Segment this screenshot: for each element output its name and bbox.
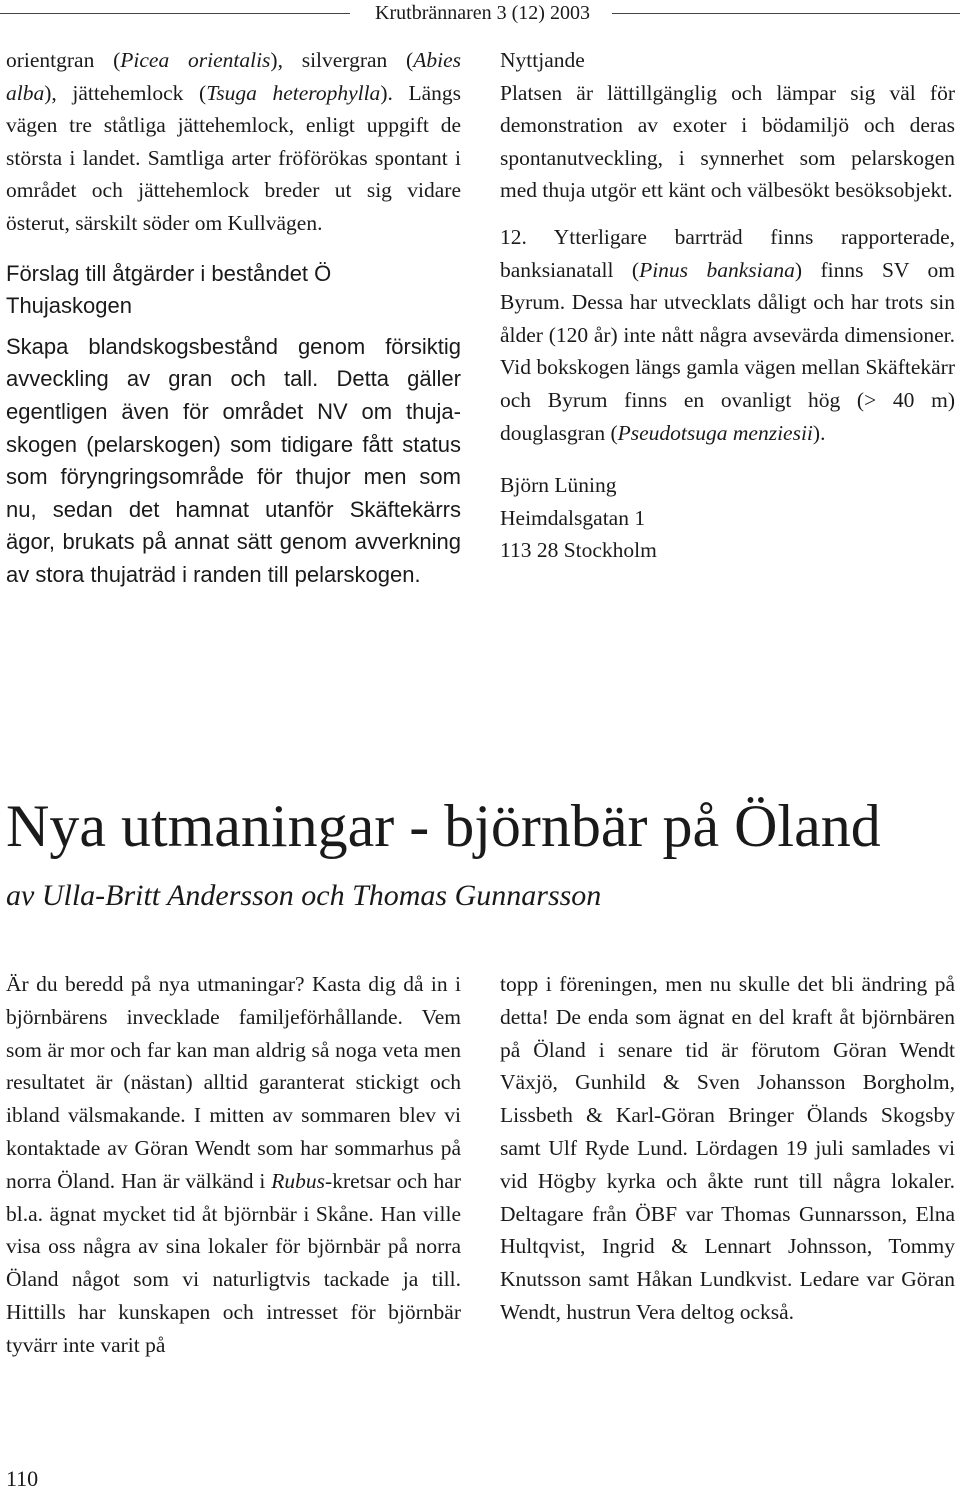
species-paragraph: orientgran (Picea orientalis), silvergran (Abies alba), jättehemlock (Tsuga heterophylla). Längs vägen tre ståtliga jättehemlock, enligt uppgift de största i landet. Samtliga arter fröförökas spontant i området och jättehemlock breder ut sig vidare österut, särskilt söder om Kullvägen. (6, 48, 462, 235)
item-12-paragraph: 12. Ytterligare barrträd finns rapporterade, banksianatall (Pinus banksiana) finns SV om Byrum. Dessa har utvecklats dåligt och har trots sin ålder (120 år) inte nått några avsevärda dimensioner. Vid bokskogen längs gamla vägen mellan Skäftekärr och Byrum finns en ovanligt hög (> 40 m) douglasgran (Pseudotsuga menziesii). (500, 224, 956, 445)
header-rule-left (0, 13, 350, 14)
author-city: 113 28 Stockholm (500, 538, 657, 563)
article-paragraph-left: Är du beredd på nya utmaningar? Kasta dig då in i björnbärens invecklade familjeförhållande. Vem som är mor och far kan man aldrig så noga veta men resultatet är (nästan) alltid garanterat stickigt och ibland välsmakande. I mitten av sommaren blev vi kontaktade av Göran Wendt som har sommarhus på norra Öland. Han är välkänd i Rubus-kretsar och har bl.a. ägnat mycket tid åt björnbär i Skåne. Han ville visa oss några av sina lokaler för björnbär på norra Öland något som vi naturligtvis tackade ja till. Hittills har kunskapen och intresset för björnbär tyvärr inte varit på (6, 972, 461, 1357)
article-paragraph-right: topp i föreningen, men nu skulle det bli ändring på detta! De enda som ägnat en del kraft åt björnbären på Öland i senare tid är förutom Göran Wendt Växjö, Gunhild & Sven Johansson Borgholm, Lissbeth & Karl-Göran Bringer Ölands Skogsby samt Ulf Ryde Lund. Lördagen 19 juli samlades vi vid Högby kyrka och åkte runt till några lokaler. Deltagare från ÖBF var Thomas Gunnarsson, Elna Hultqvist, Ingrid & Lennart Johnsson, Tommy Knutsson samt Håkan Lundkvist. Ledare var Göran Wendt, hustrun Vera deltog också. (500, 972, 955, 1324)
usage-paragraph: Platsen är lättillgänglig och lämpar sig väl för demonstration av exoter i bödamiljö och deras spontanutveckling, i synnerhet som pelarskogen med thuja utgör ett känt och välbesökt besöksobjekt. (500, 80, 955, 203)
section-heading-measures: Förslag till åtgärder i beståndet Ö Thujaskogen (6, 260, 332, 319)
author-name: Björn Lüning (500, 473, 617, 498)
left-column-top (6, 44, 461, 592)
article-title: Nya utmaningar - björnbär på Öland (6, 793, 881, 859)
running-header (0, 0, 960, 30)
journal-title: Krutbrännaren 3 (12) 2003 (375, 2, 590, 24)
section-label-usage: Nyttjande (500, 48, 585, 72)
header-rule-right (612, 13, 960, 14)
measures-paragraph: Skapa blandskogsbestånd genom försiktig avveckling av gran och tall. Detta gäller egentligen även för området NV om thuja-skogen (pelarskogen) som tidigare fått status som föryngringsområde för thujor men som nu, sedan det hamnat utanför Skäftekärrs ägor, brukats på annat sätt genom avverkning av stora thujaträd i randen till pelarskogen. (6, 333, 461, 587)
left-column-bottom (6, 968, 461, 1362)
author-street: Heimdalsgatan 1 (500, 505, 646, 530)
right-column-bottom (500, 968, 955, 1329)
article-byline: av Ulla-Britt Andersson och Thomas Gunnarsson (6, 879, 602, 912)
right-column-top (500, 44, 955, 567)
page-number: 110 (6, 1466, 39, 1491)
